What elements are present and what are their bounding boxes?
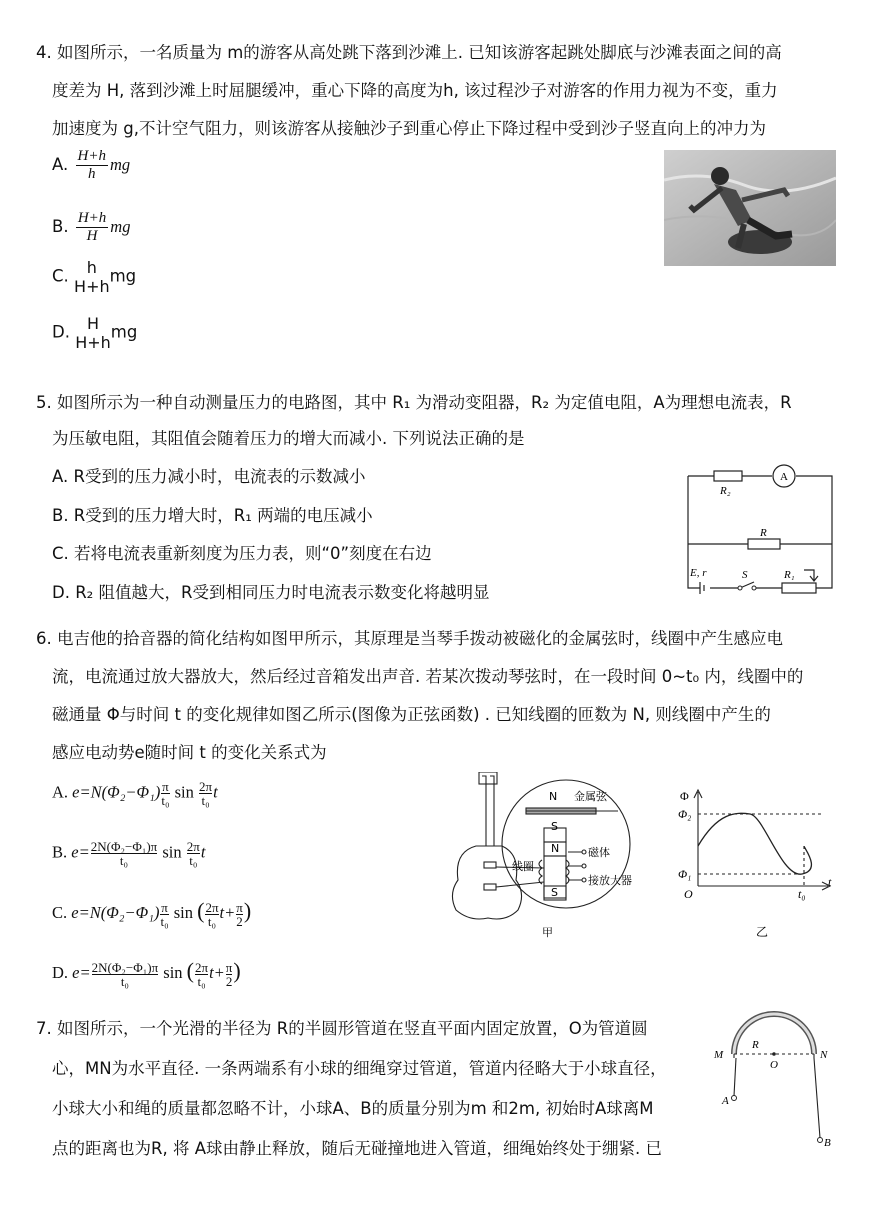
label-r2: R₂: [720, 485, 731, 497]
caption-jia: 甲: [542, 926, 553, 939]
caption-yi: 乙: [756, 925, 769, 939]
rope-b: [814, 1058, 820, 1138]
label-n2: N: [551, 842, 560, 855]
pipe-outer: [734, 1014, 814, 1054]
label-r: R: [760, 527, 767, 539]
guitar-pickup-figure: [446, 772, 668, 940]
q4-option-d[interactable]: D. H H+h mg: [52, 314, 138, 352]
option-label: A.: [52, 155, 69, 174]
q6-option-b[interactable]: B. e= $\frac{\text{2N(Φ₂−Φ₁)π}}{\text{t₀}}$ sin $\frac{2\pi}{\text{t₀}}$ t: [52, 839, 206, 868]
label-origin: O: [684, 887, 693, 901]
label-coil: 线圈: [512, 860, 534, 873]
label-m: M: [714, 1049, 724, 1061]
q4-option-c[interactable]: C. h H+h mg: [52, 258, 137, 296]
q6-stem-line3: 磁通量 Φ与时间 t 的变化规律如图乙所示(图像为正弦函数) . 已知线圈的匝数为 N, 则线圈中产生的: [52, 705, 771, 724]
fraction: h H+h: [74, 258, 110, 296]
label-ball-b: B: [824, 1137, 831, 1149]
q6-option-d[interactable]: D. e= $\frac{\text{2N(Φ₂−Φ₁)π}}{\text{t₀}}$ sin ( $\frac{2\pi}{\text{t₀}}$ t+ $\frac{\pi}{2}$ ): [52, 958, 241, 989]
label-o: O: [770, 1059, 778, 1071]
sine-curve: [698, 813, 811, 874]
q4-stem-line3: 加速度为 g,不计空气阻力，则该游客从接触沙子到重心停止下降过程中受到沙子竖直向上的冲力为: [52, 119, 766, 138]
q5-option-d[interactable]: D. R₂ 阻值越大，R受到相同压力时电流表示数变化将越明显: [52, 583, 490, 602]
q6-option-a[interactable]: A. e=N(Φ₂−Φ₁) $\frac{\pi}{\text{t₀}}$ sin $\frac{2\pi}{\text{t₀}}$ t: [52, 779, 218, 808]
y-axis: [694, 790, 702, 886]
fraction: $\frac{H+h}{h}$: [77, 148, 106, 182]
x-axis: [698, 882, 830, 890]
q4-stem-line2: 度差为 H, 落到沙滩上时屈腿缓冲，重心下降的高度为h, 该过程沙子对游客的作用力视为不变，重力: [52, 81, 778, 100]
q5-stem-line1: 5. 如图所示为一种自动测量压力的电路图，其中 R₁ 为滑动变阻器，R₂ 为定值电阻，A为理想电流表，R: [36, 393, 792, 412]
label-s2: S: [551, 886, 558, 899]
q4-option-b[interactable]: B. $\frac{H+h}{H}$ mg: [52, 210, 131, 244]
resistor-r2: [714, 471, 742, 481]
option-label: C.: [52, 266, 69, 286]
q5-option-b[interactable]: B. R受到的压力增大时，R₁ 两端的电压减小: [52, 506, 373, 525]
axis-label-phi: Φ: [680, 789, 689, 803]
label-metal-string: 金属弦: [574, 790, 607, 803]
label-magnet: 磁体: [588, 846, 610, 859]
q7-stem-line1: 7. 如图所示，一个光滑的半径为 R的半圆形管道在竖直平面内固定放置，O为管道圆: [36, 1019, 648, 1038]
fraction: H H+h: [75, 314, 111, 352]
q6-stem-line2: 流，电流通过放大器放大，然后经过音箱发出声音. 若某次拨动琴弦时，在一段时间 0~t₀ 内，线圈中的: [52, 667, 804, 686]
label-r1: R₁: [784, 569, 795, 581]
flux-time-graph: [672, 786, 836, 940]
q6-option-c[interactable]: C. e=N(Φ₂−Φ₁) $\frac{\pi}{\text{t₀}}$ sin ( $\frac{2\pi}{\text{t₀}}$ t+ $\frac{\pi}{2}$ ): [52, 898, 252, 929]
resistor-r1: [782, 583, 816, 593]
label-emf: E, r: [690, 567, 707, 579]
fraction: $\frac{H+h}{H}$: [77, 210, 107, 244]
q7-stem-line4: 点的距离也为R, 将 A球由静止释放，随后无碰撞地进入管道，细绳始终处于绷紧. 已: [52, 1139, 662, 1158]
label-n-top: N: [549, 790, 558, 803]
semicircle-pipe-figure: [712, 1004, 836, 1152]
pressure-circuit-diagram: [684, 460, 836, 596]
option-label: D.: [52, 322, 70, 342]
label-phi2: Φ₂: [678, 807, 692, 821]
label-ammeter: A: [780, 471, 788, 483]
q4-stem-line1: 4. 如图所示，一名质量为 m的游客从高处跳下落到沙滩上. 已知该游客起跳处脚底与沙滩表面之间的高: [36, 43, 782, 62]
label-s1: S: [551, 820, 558, 833]
q4-option-a[interactable]: A. $\frac{H+h}{h}$ mg: [52, 148, 131, 182]
label-phi1: Φ₁: [678, 867, 692, 881]
q7-stem-line2: 心，MN为水平直径. 一条两端系有小球的细绳穿过管道，管道内径略大于小球直径，: [52, 1059, 667, 1078]
q6-stem-line1: 6. 电吉他的拾音器的简化结构如图甲所示，其原理是当琴手拨动被磁化的金属弦时，线圈中产生感应电: [36, 629, 783, 648]
option-label: B.: [52, 217, 69, 236]
resistor-r: [748, 539, 780, 549]
axis-label-t: t: [828, 875, 832, 889]
label-ball-a: A: [722, 1095, 729, 1107]
label-t0: t₀: [798, 887, 806, 901]
jumper-photo: [664, 150, 836, 266]
label-amplifier: 接放大器: [588, 874, 632, 887]
guitar-body: [452, 846, 521, 919]
q7-stem-line3: 小球大小和绳的质量都忽略不计，小球A、B的质量分别为m 和2m, 初始时A球离M: [52, 1099, 654, 1118]
q6-stem-line4: 感应电动势e随时间 t 的变化关系式为: [52, 743, 327, 762]
rope-a: [734, 1058, 736, 1096]
label-n: N: [820, 1049, 828, 1061]
q5-stem-line2: 为压敏电阻，其阻值会随着压力的增大而减小. 下列说法正确的是: [52, 429, 525, 448]
label-switch: S: [742, 569, 748, 581]
q5-option-c[interactable]: C. 若将电流表重新刻度为压力表，则“0”刻度在右边: [52, 544, 432, 563]
q5-option-a[interactable]: A. R受到的压力减小时，电流表的示数减小: [52, 467, 366, 486]
label-r: R: [752, 1039, 759, 1051]
